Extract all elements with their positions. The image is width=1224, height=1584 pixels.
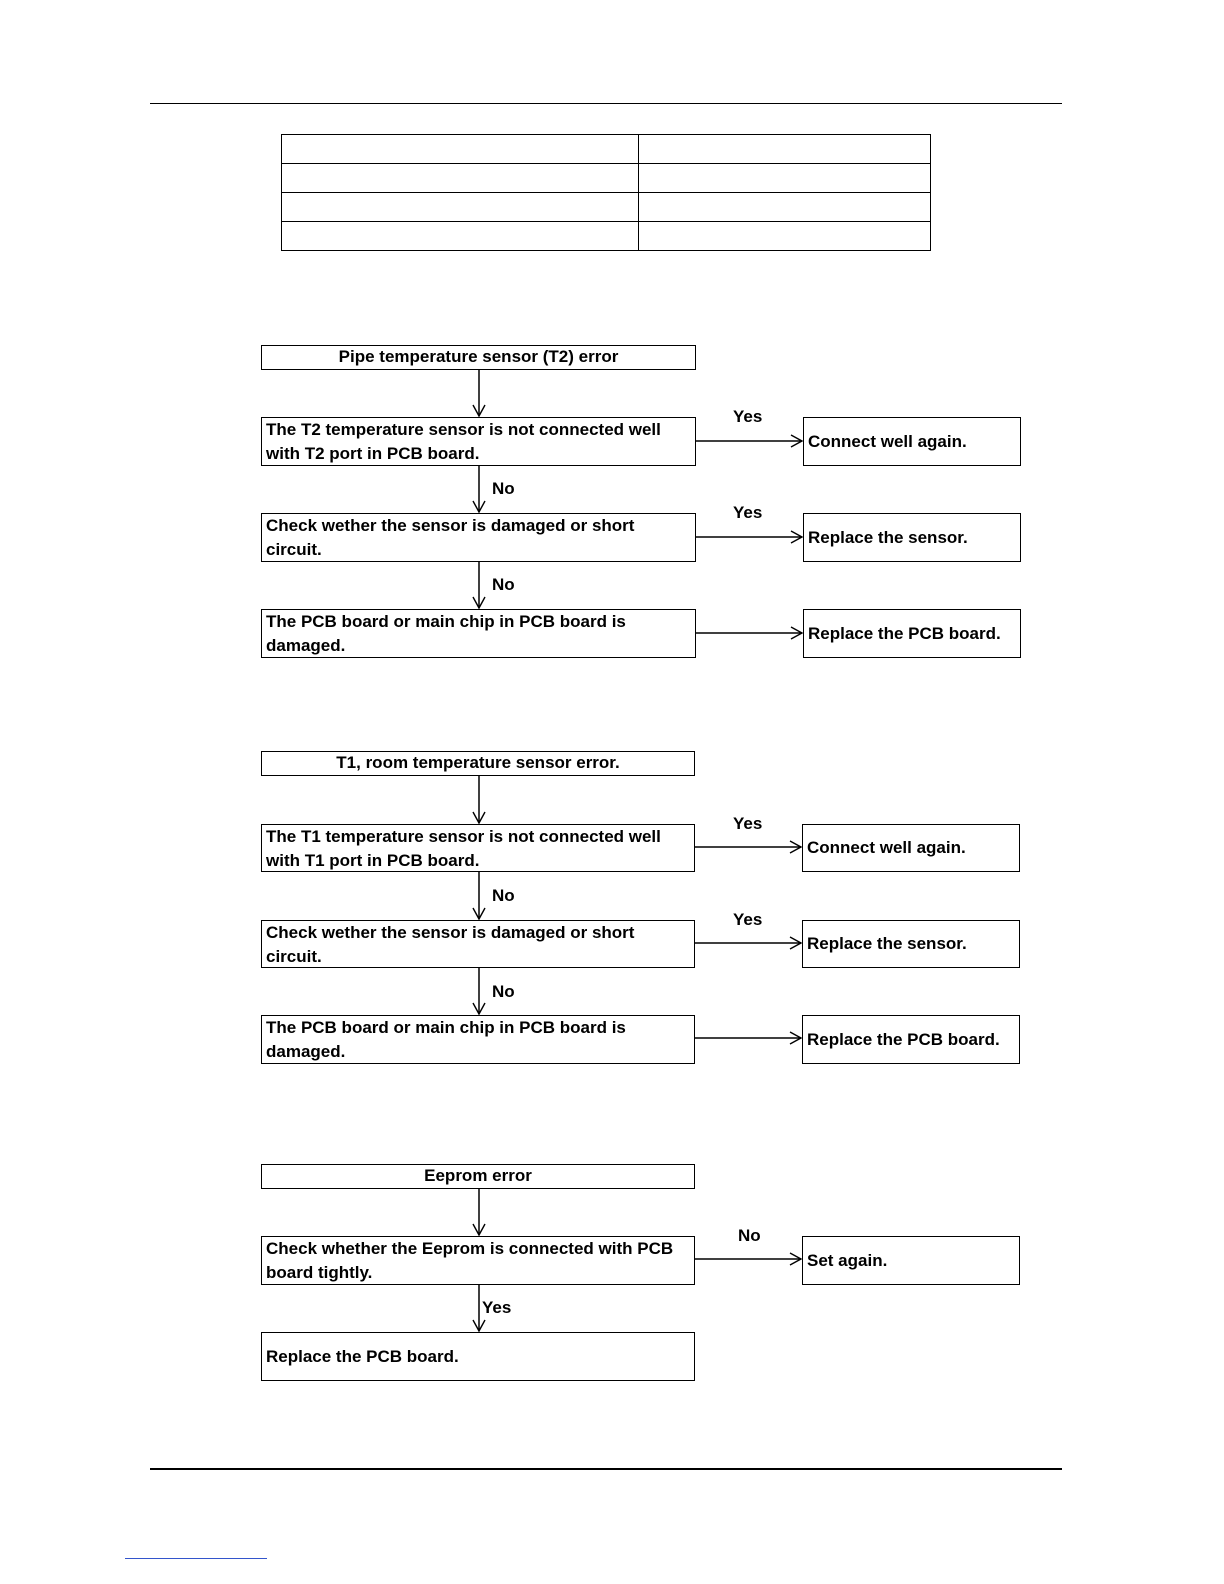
- t2-yes-label-2: Yes: [733, 503, 763, 522]
- t1-check-pcb: The PCB board or main chip in PCB board is damaged.: [261, 1015, 695, 1064]
- eeprom-action-set-again: Set again.: [802, 1236, 1020, 1285]
- eeprom-yes-label: Yes: [482, 1298, 512, 1317]
- t1-no-label-1: No: [492, 886, 515, 905]
- t1-yes-label-1: Yes: [733, 814, 763, 833]
- t1-action-replace-sensor: Replace the sensor.: [802, 920, 1020, 968]
- t2-action-replace-sensor: Replace the sensor.: [803, 513, 1021, 562]
- t1-yes-label-2: Yes: [733, 910, 763, 929]
- t1-check-sensor: Check wether the sensor is damaged or short circuit.: [261, 920, 695, 968]
- flowchart-title-t1: T1, room temperature sensor error.: [261, 751, 695, 776]
- footer-link-underline: [125, 1558, 267, 1559]
- footer-rule: [150, 1468, 1062, 1470]
- t2-yes-label-1: Yes: [733, 407, 763, 426]
- t2-check-sensor: Check wether the sensor is damaged or short circuit.: [261, 513, 696, 562]
- t2-no-label-1: No: [492, 479, 515, 498]
- t2-check-connection: The T2 temperature sensor is not connected well with T2 port in PCB board.: [261, 417, 696, 466]
- eeprom-action-replace-pcb: Replace the PCB board.: [261, 1332, 695, 1381]
- flowchart-title-t2: Pipe temperature sensor (T2) error: [261, 345, 696, 370]
- t2-action-replace-pcb: Replace the PCB board.: [803, 609, 1021, 658]
- t2-check-pcb: The PCB board or main chip in PCB board is damaged.: [261, 609, 696, 658]
- t1-action-replace-pcb: Replace the PCB board.: [802, 1015, 1020, 1064]
- t1-action-connect: Connect well again.: [802, 824, 1020, 872]
- t1-check-connection: The T1 temperature sensor is not connected well with T1 port in PCB board.: [261, 824, 695, 872]
- eeprom-no-label: No: [738, 1226, 761, 1245]
- t2-no-label-2: No: [492, 575, 515, 594]
- flowchart-title-eeprom: Eeprom error: [261, 1164, 695, 1189]
- t2-action-connect: Connect well again.: [803, 417, 1021, 466]
- t1-no-label-2: No: [492, 982, 515, 1001]
- eeprom-check-connection: Check whether the Eeprom is connected with PCB board tightly.: [261, 1236, 695, 1285]
